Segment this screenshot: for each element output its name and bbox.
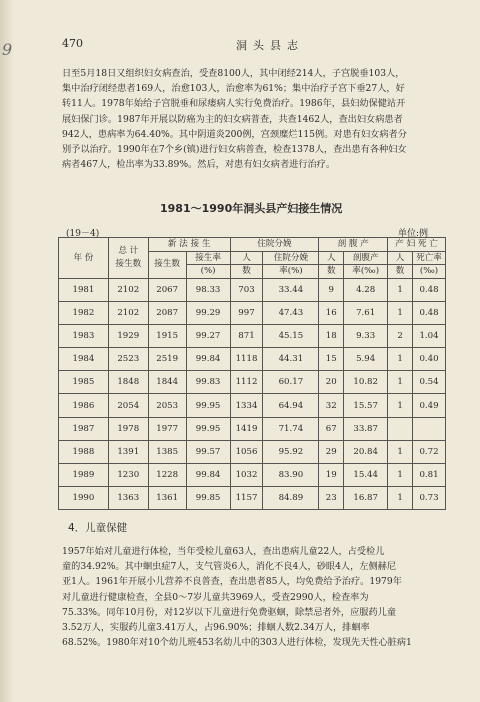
cell-new-rate: 99.29 bbox=[186, 301, 230, 324]
table-row bbox=[59, 371, 446, 394]
cell-sec-rate: 16.87 bbox=[344, 487, 388, 510]
cell-total: 1230 bbox=[108, 464, 148, 487]
cell-sec-count: 23 bbox=[319, 487, 344, 510]
header-death: 产 妇 死 亡 bbox=[388, 238, 446, 252]
cell-new-rate: 99.95 bbox=[186, 417, 230, 440]
header-sec-count: 人 bbox=[319, 251, 344, 265]
header-death-rate: 死亡率 bbox=[413, 251, 446, 265]
cell-death-rate: 0.73 bbox=[413, 487, 446, 510]
table-unit: 单位:例 bbox=[398, 229, 429, 239]
cell-total: 2102 bbox=[108, 301, 148, 324]
cell-death-count bbox=[388, 417, 413, 440]
header-death-rate-unit: (‰) bbox=[413, 265, 446, 279]
cell-hosp-count: 1157 bbox=[230, 487, 263, 510]
cell-hosp-count: 1056 bbox=[230, 440, 263, 463]
cell-death-count: 1 bbox=[388, 487, 413, 510]
cell-new-rate: 99.84 bbox=[186, 348, 230, 371]
cell-sec-count: 9 bbox=[319, 278, 344, 301]
header-sec-rate-unit: 率(‰) bbox=[344, 265, 388, 279]
cell-new-rate: 99.27 bbox=[186, 324, 230, 347]
cell-hosp-rate: 45.15 bbox=[263, 324, 319, 347]
header-year: 年 份 bbox=[59, 238, 109, 279]
child-care-paragraph bbox=[62, 544, 446, 650]
cell-hosp-count: 1032 bbox=[230, 464, 263, 487]
table-body bbox=[59, 278, 446, 510]
cell-new-count: 1977 bbox=[148, 417, 186, 440]
cell-sec-count: 18 bbox=[319, 324, 344, 347]
cell-hosp-count: 997 bbox=[230, 301, 263, 324]
cell-hosp-rate: 84.89 bbox=[263, 487, 319, 510]
cell-sec-rate: 20.84 bbox=[344, 440, 388, 463]
text-line: 75.33%。同年10月份，对12岁以下儿童进行免费驱蛔，除禁忌者外，应服药儿童 bbox=[62, 606, 397, 618]
header-death-count-unit: 数 bbox=[388, 265, 413, 279]
text-line: 对儿童进行健康检查，全县0～7岁儿童共3969人，受查2990人，检查率为 bbox=[62, 591, 369, 603]
text-line: 日至5月18日又组织妇女病查治，受查8100人，其中闭经214人，子宫脱垂103人， bbox=[62, 68, 405, 79]
cell-sec-count: 19 bbox=[319, 464, 344, 487]
cell-sec-rate: 4.28 bbox=[344, 278, 388, 301]
cell-hosp-count: 1334 bbox=[230, 394, 263, 417]
cell-death-count: 1 bbox=[388, 301, 413, 324]
cell-year: 1987 bbox=[59, 417, 109, 440]
cell-hosp-rate: 95.92 bbox=[263, 440, 319, 463]
cell-total: 1929 bbox=[108, 324, 148, 347]
table-row bbox=[59, 440, 446, 463]
cell-death-count: 1 bbox=[388, 348, 413, 371]
table-row bbox=[59, 417, 446, 440]
cell-death-rate: 0.81 bbox=[413, 464, 446, 487]
margin-mark: 9 bbox=[2, 40, 13, 59]
table-row bbox=[59, 278, 446, 301]
cell-sec-rate: 33.87 bbox=[344, 417, 388, 440]
text-line: 别予以治疗。1990年在7个乡(镇)进行妇女病普查，检查1378人，查出患有各种妇女 bbox=[62, 144, 407, 156]
table-code: (19－4) bbox=[66, 229, 100, 239]
table-row bbox=[59, 324, 446, 347]
cell-new-rate: 99.84 bbox=[186, 464, 230, 487]
running-head: 洞头县志 bbox=[236, 39, 304, 52]
cell-death-rate: 0.48 bbox=[413, 278, 446, 301]
cell-death-rate: 1.04 bbox=[413, 324, 446, 347]
cell-sec-count: 15 bbox=[319, 348, 344, 371]
table-row bbox=[59, 487, 446, 510]
cell-sec-count: 29 bbox=[319, 440, 344, 463]
cell-new-rate: 98.33 bbox=[186, 278, 230, 301]
cell-death-count: 2 bbox=[388, 324, 413, 347]
cell-new-count: 1385 bbox=[148, 440, 186, 463]
cell-sec-count: 67 bbox=[319, 417, 344, 440]
cell-sec-rate: 7.61 bbox=[344, 301, 388, 324]
cell-death-count: 1 bbox=[388, 371, 413, 394]
header-new-rate-unit: (%) bbox=[186, 265, 230, 279]
cell-death-count: 1 bbox=[388, 278, 413, 301]
cell-hosp-rate: 60.17 bbox=[263, 371, 319, 394]
table-row bbox=[59, 348, 446, 371]
cell-hosp-rate: 47.43 bbox=[263, 301, 319, 324]
text-line: 942人，患病率为64.40%。其中阴道炎200例，宫颈糜烂115例。对患有妇女病者分 bbox=[62, 128, 407, 140]
cell-year: 1985 bbox=[59, 371, 109, 394]
header-hospital: 住院分娩 bbox=[230, 238, 319, 252]
header-hosp-rate: 住院分娩 bbox=[263, 251, 319, 265]
cell-sec-rate: 5.94 bbox=[344, 348, 388, 371]
cell-death-count: 1 bbox=[388, 464, 413, 487]
table-row bbox=[59, 301, 446, 324]
cell-hosp-count: 1112 bbox=[230, 371, 263, 394]
cell-sec-rate: 15.44 bbox=[344, 464, 388, 487]
cell-sec-count: 20 bbox=[319, 371, 344, 394]
text-line: 转11人。1978年始给子宫脱垂和尿瘘病人实行免费治疗。1986年，县妇幼保健站开 bbox=[62, 98, 406, 110]
cell-hosp-count: 871 bbox=[230, 324, 263, 347]
cell-death-rate: 0.49 bbox=[413, 394, 446, 417]
cell-sec-count: 32 bbox=[319, 394, 344, 417]
header-new-count: 接生数 bbox=[148, 251, 186, 278]
delivery-table bbox=[58, 237, 446, 510]
header-sec-rate: 剖腹产 bbox=[344, 251, 388, 265]
cell-hosp-rate: 71.74 bbox=[263, 417, 319, 440]
cell-new-count: 1915 bbox=[148, 324, 186, 347]
cell-sec-rate: 10.82 bbox=[344, 371, 388, 394]
intro-paragraph bbox=[62, 66, 446, 172]
cell-death-rate: 0.48 bbox=[413, 301, 446, 324]
header-total bbox=[108, 238, 148, 279]
section-heading: 4．儿童保健 bbox=[68, 522, 128, 534]
cell-year: 1983 bbox=[59, 324, 109, 347]
header-death-count: 人 bbox=[388, 251, 413, 265]
header-hosp-rate-unit: 率(%) bbox=[263, 265, 319, 279]
cell-death-rate bbox=[413, 417, 446, 440]
header-sec-count-unit: 数 bbox=[319, 265, 344, 279]
cell-hosp-rate: 83.90 bbox=[263, 464, 319, 487]
cell-new-rate: 99.95 bbox=[186, 394, 230, 417]
text-line: 童的34.92%。其中蛔虫症7人，支气管炎6人，消化不良4人，砂眼4人，左侧赫尼 bbox=[62, 561, 397, 573]
cell-new-count: 2087 bbox=[148, 301, 186, 324]
cell-total: 1391 bbox=[108, 440, 148, 463]
cell-sec-rate: 15.57 bbox=[344, 394, 388, 417]
cell-death-count: 1 bbox=[388, 394, 413, 417]
cell-total: 1848 bbox=[108, 371, 148, 394]
text-line: 3.52万人，实服药儿童3.41万人，占96.90%；排蛔人数2.34万人，排蛔率 bbox=[62, 622, 370, 634]
cell-death-rate: 0.54 bbox=[413, 371, 446, 394]
cell-year: 1990 bbox=[59, 487, 109, 510]
cell-hosp-count: 1419 bbox=[230, 417, 263, 440]
cell-sec-count: 16 bbox=[319, 301, 344, 324]
text-line: 病者467人，检出率为33.89%。然后，对患有妇女病者进行治疗。 bbox=[62, 159, 336, 171]
cell-death-rate: 0.40 bbox=[413, 348, 446, 371]
cell-new-count: 1844 bbox=[148, 371, 186, 394]
cell-death-rate: 0.72 bbox=[413, 440, 446, 463]
cell-new-count: 2053 bbox=[148, 394, 186, 417]
cell-new-count: 1361 bbox=[148, 487, 186, 510]
text-line: 亚1人。1961年开展小儿营养不良普查，查出患者85人，均免费给予治疗。1979年 bbox=[62, 576, 402, 588]
cell-year: 1981 bbox=[59, 278, 109, 301]
cell-hosp-rate: 33.44 bbox=[263, 278, 319, 301]
cell-new-rate: 99.85 bbox=[186, 487, 230, 510]
header-new-rate: 接生率 bbox=[186, 251, 230, 265]
cell-total: 1363 bbox=[108, 487, 148, 510]
header-total-line2: 接生数 bbox=[115, 258, 142, 269]
cell-year: 1982 bbox=[59, 301, 109, 324]
cell-sec-rate: 9.33 bbox=[344, 324, 388, 347]
table-title: 1981～1990年洞头县产妇接生情况 bbox=[160, 202, 343, 215]
table-row bbox=[59, 464, 446, 487]
header-hosp-count: 人 bbox=[230, 251, 263, 265]
header-new-method: 新 法 接 生 bbox=[148, 238, 230, 252]
cell-year: 1984 bbox=[59, 348, 109, 371]
cell-year: 1988 bbox=[59, 440, 109, 463]
cell-total: 2102 bbox=[108, 278, 148, 301]
text-line: 1957年始对儿童进行体检，当年受检儿童63人，查出患病儿童22人，占受检儿 bbox=[62, 546, 385, 557]
cell-new-count: 1228 bbox=[148, 464, 186, 487]
cell-new-count: 2067 bbox=[148, 278, 186, 301]
text-line: 68.52%。1980年对10个幼儿班453名幼儿中的303人进行体检，发现先天性心脏病1 bbox=[62, 637, 412, 649]
cell-new-rate: 99.57 bbox=[186, 440, 230, 463]
cell-death-count: 1 bbox=[388, 440, 413, 463]
text-line: 展妇保门诊。1987年开展以防癌为主的妇女病普查，共查1462人，查出妇女病患者 bbox=[62, 113, 403, 125]
cell-hosp-rate: 44.31 bbox=[263, 348, 319, 371]
binding-shadow bbox=[0, 0, 14, 702]
page-number: 470 bbox=[62, 37, 83, 50]
header-total-line1: 总 计 bbox=[118, 246, 139, 257]
cell-total: 2523 bbox=[108, 348, 148, 371]
header-hosp-count-unit: 数 bbox=[230, 265, 263, 279]
header-section: 剖 腹 产 bbox=[319, 238, 388, 252]
cell-year: 1986 bbox=[59, 394, 109, 417]
cell-new-rate: 99.83 bbox=[186, 371, 230, 394]
cell-total: 2054 bbox=[108, 394, 148, 417]
cell-hosp-count: 703 bbox=[230, 278, 263, 301]
cell-hosp-rate: 64.94 bbox=[263, 394, 319, 417]
cell-new-count: 2519 bbox=[148, 348, 186, 371]
cell-hosp-count: 1118 bbox=[230, 348, 263, 371]
table-row bbox=[59, 394, 446, 417]
cell-year: 1989 bbox=[59, 464, 109, 487]
text-line: 集中治疗闭经患者169人，治愈103人，治愈率为61%；集中治疗子宫下垂27人，好 bbox=[62, 83, 405, 95]
cell-total: 1978 bbox=[108, 417, 148, 440]
